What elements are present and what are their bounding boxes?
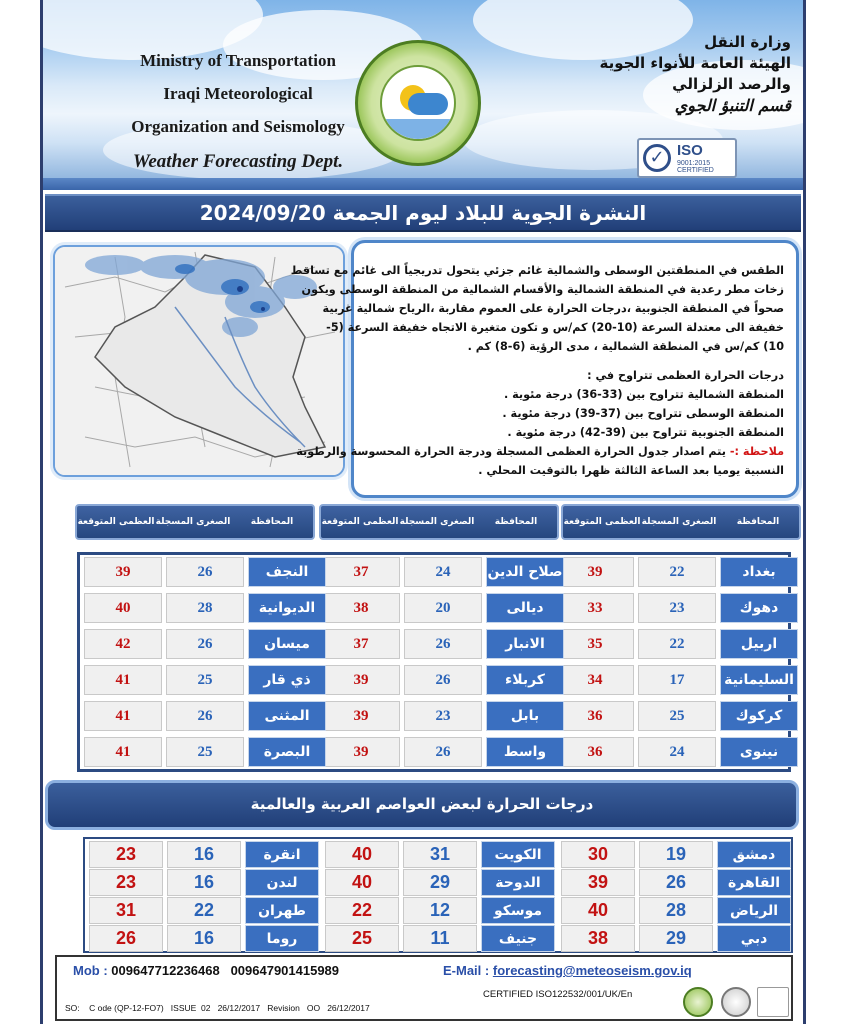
capital-name-cell: دمشق	[717, 841, 791, 868]
capital-max-temp-cell: 40	[325, 841, 399, 868]
forecast-line: الطقس في المنطقتين الوسطى والشمالية غائم جزئي يتحول تدريجياً الى غائم مع تساقط	[290, 264, 784, 277]
bulletin-title: النشرة الجوية للبلاد ليوم الجمعة 2024/09/20	[45, 194, 801, 232]
capital-max-temp-cell: 26	[89, 925, 163, 952]
header-province: المحافظة	[494, 516, 538, 527]
column-header-group-1	[561, 504, 801, 540]
capital-min-temp-cell: 19	[639, 841, 713, 868]
capital-max-temp-cell: 39	[561, 869, 635, 896]
header-min: الصغرى المسجلة	[399, 516, 475, 527]
max-temp-cell: 39	[322, 665, 400, 695]
max-temp-cell: 39	[556, 557, 634, 587]
temps-line: المنطقة الشمالية تتراوح بين (33-36) درجة مئوية .	[503, 388, 784, 401]
logo-emblem	[380, 65, 456, 141]
capital-max-temp-cell: 22	[325, 897, 399, 924]
ar-organization: الهيئة العامة للأنواء الجوية	[599, 54, 791, 72]
temps-line: المنطقة الجنوبية تتراوح بين (39-42) درجة مئوية .	[507, 426, 784, 439]
capital-name-cell: طهران	[245, 897, 319, 924]
province-name-cell: النجف	[248, 557, 326, 587]
en-department: Weather Forecasting Dept.	[132, 151, 344, 172]
capital-name-cell: جنيف	[481, 925, 555, 952]
max-temp-cell: 37	[322, 557, 400, 587]
min-temp-cell: 23	[638, 593, 716, 623]
capitals-title: درجات الحرارة لبعض العواصم العربية والعالمية	[45, 780, 799, 830]
ar-ministry: وزارة النقل	[704, 33, 791, 51]
max-temp-cell: 33	[556, 593, 634, 623]
capital-max-temp-cell: 40	[561, 897, 635, 924]
header-max: العظمى المتوقعة	[563, 516, 641, 527]
min-temp-cell: 17	[638, 665, 716, 695]
min-temp-cell: 28	[166, 593, 244, 623]
footer	[55, 955, 793, 1021]
min-temp-cell: 26	[404, 665, 482, 695]
min-temp-cell: 26	[404, 737, 482, 767]
meteorological-logo-small	[683, 987, 713, 1017]
min-temp-cell: 25	[166, 665, 244, 695]
capital-max-temp-cell: 40	[325, 869, 399, 896]
min-temp-cell: 26	[166, 557, 244, 587]
meteorological-logo	[355, 40, 481, 166]
province-name-cell: صلاح الدين	[486, 557, 564, 587]
note-text: يتم اصدار جدول الحرارة العظمى المسجلة ودرجة الحرارة المحسوسة والرطوبة	[296, 445, 730, 458]
max-temp-cell: 39	[322, 737, 400, 767]
email-contact	[443, 963, 692, 978]
min-temp-cell: 25	[638, 701, 716, 731]
column-header-group-2	[319, 504, 559, 540]
note-line	[296, 442, 784, 461]
capital-min-temp-cell: 29	[639, 925, 713, 952]
capital-name-cell: دبي	[717, 925, 791, 952]
max-temp-cell: 39	[322, 701, 400, 731]
province-name-cell: البصرة	[248, 737, 326, 767]
capital-name-cell: الكويت	[481, 841, 555, 868]
max-temp-cell: 41	[84, 701, 162, 731]
note-label: ملاحظة :-	[729, 445, 784, 458]
min-temp-cell: 24	[404, 557, 482, 587]
document-code: SO: C ode (QP-12-FO7) ISSUE 02 26/12/2017 Revision OO 26/12/2017	[65, 1003, 370, 1013]
organization-stamp-icon	[757, 987, 789, 1017]
email-label: E-Mail :	[443, 963, 490, 978]
header-max: العظمى المتوقعة	[321, 516, 399, 527]
max-temp-cell: 41	[84, 665, 162, 695]
english-header	[93, 44, 383, 179]
capital-name-cell: الدوحة	[481, 869, 555, 896]
header-min: الصغرى المسجلة	[155, 516, 231, 527]
banner-bottom-stripe	[43, 178, 803, 190]
forecast-line: خفيفة الى معتدلة السرعة (10-20) كم/س و تكون متغيرة الاتجاه خفيفة السرعة (5-	[326, 321, 784, 334]
province-name-cell: المثنى	[248, 701, 326, 731]
capital-min-temp-cell: 28	[639, 897, 713, 924]
max-temp-cell: 39	[84, 557, 162, 587]
min-temp-cell: 22	[638, 629, 716, 659]
left-margin	[0, 0, 40, 1024]
min-temp-cell: 26	[404, 629, 482, 659]
header-province: المحافظة	[250, 516, 294, 527]
province-name-cell: ميسان	[248, 629, 326, 659]
capital-name-cell: موسكو	[481, 897, 555, 924]
forecast-line: زخات مطر رعدية في المنطقة الشمالية والأقسام الشمالية من المنطقة الوسطى ويكون	[301, 283, 784, 296]
capital-max-temp-cell: 31	[89, 897, 163, 924]
province-name-cell: دهوك	[720, 593, 798, 623]
capital-name-cell: الرياض	[717, 897, 791, 924]
min-temp-cell: 22	[638, 557, 716, 587]
header-min: الصغرى المسجلة	[641, 516, 717, 527]
satellite-map-icon	[55, 247, 343, 475]
capital-max-temp-cell: 38	[561, 925, 635, 952]
max-temp-cell: 42	[84, 629, 162, 659]
province-name-cell: كربلاء	[486, 665, 564, 695]
mobile-contact	[73, 963, 339, 978]
capitals-temperature-table	[83, 837, 793, 953]
capital-name-cell: روما	[245, 925, 319, 952]
capital-min-temp-cell: 12	[403, 897, 477, 924]
header-banner	[43, 0, 803, 190]
max-temp-cell: 35	[556, 629, 634, 659]
seal-icon	[721, 987, 751, 1017]
capital-name-cell: لندن	[245, 869, 319, 896]
weather-bulletin-page	[40, 0, 806, 1024]
capital-min-temp-cell: 16	[167, 841, 241, 868]
capital-min-temp-cell: 16	[167, 869, 241, 896]
max-temp-cell: 41	[84, 737, 162, 767]
capital-min-temp-cell: 16	[167, 925, 241, 952]
en-organization-2: Organization and Seismology	[131, 117, 345, 136]
province-temperature-table	[77, 552, 794, 772]
forecast-line: صحواً في المنطقة الجنوبية ،درجات الحرارة على العموم مقاربة ،الرياح شمالية غربية	[322, 302, 784, 315]
min-temp-cell: 20	[404, 593, 482, 623]
ar-department: قسم التنبؤ الجوي	[674, 96, 791, 115]
max-temp-cell: 38	[322, 593, 400, 623]
min-temp-cell: 23	[404, 701, 482, 731]
max-temp-cell: 40	[84, 593, 162, 623]
capital-min-temp-cell: 11	[403, 925, 477, 952]
forecast-line: 10) كم/س في المنطقة الشمالية ، مدى الرؤية (6-8) كم .	[467, 340, 784, 353]
capital-name-cell: انقرة	[245, 841, 319, 868]
min-temp-cell: 26	[166, 629, 244, 659]
column-header-group-3	[75, 504, 315, 540]
capital-name-cell: القاهرة	[717, 869, 791, 896]
header-province: المحافظة	[736, 516, 780, 527]
min-temp-cell: 24	[638, 737, 716, 767]
min-temp-cell: 26	[166, 701, 244, 731]
max-temp-cell: 37	[322, 629, 400, 659]
mobile-label: Mob :	[73, 963, 108, 978]
check-icon: ✓	[643, 144, 671, 172]
capital-max-temp-cell: 23	[89, 869, 163, 896]
max-temp-cell: 34	[556, 665, 634, 695]
max-temp-cell: 36	[556, 737, 634, 767]
forecast-text-panel	[290, 240, 799, 498]
cloud-icon	[408, 93, 448, 115]
capital-min-temp-cell: 29	[403, 869, 477, 896]
email-link[interactable]: forecasting@meteoseism.gov.iq	[492, 963, 692, 978]
province-name-cell: الانبار	[486, 629, 564, 659]
temps-line: المنطقة الوسطى تتراوح بين (37-39) درجة مئوية .	[502, 407, 784, 420]
province-name-cell: الديوانية	[248, 593, 326, 623]
province-name-cell: اربيل	[720, 629, 798, 659]
mobile-numbers: 009647712236468 009647901415989	[111, 963, 340, 978]
province-name-cell: السليمانية	[720, 665, 798, 695]
arabic-header	[543, 32, 791, 117]
province-name-cell: واسط	[486, 737, 564, 767]
province-name-cell: ديالى	[486, 593, 564, 623]
capital-min-temp-cell: 31	[403, 841, 477, 868]
capital-max-temp-cell: 25	[325, 925, 399, 952]
province-name-cell: بابل	[486, 701, 564, 731]
province-name-cell: بغداد	[720, 557, 798, 587]
en-ministry: Ministry of Transportation	[140, 51, 336, 70]
min-temp-cell: 25	[166, 737, 244, 767]
capital-max-temp-cell: 23	[89, 841, 163, 868]
capital-max-temp-cell: 30	[561, 841, 635, 868]
certification-text: CERTIFIED ISO122532/001/UK/En	[483, 989, 633, 1000]
ar-organization-2: والرصد الزلزالي	[672, 75, 791, 93]
temps-heading: درجات الحرارة العظمى تتراوح في :	[587, 369, 784, 382]
province-name-cell: كركوك	[720, 701, 798, 731]
capital-min-temp-cell: 22	[167, 897, 241, 924]
iso-certification-icon: ✓ ISO 9001:2015 CERTIFIED	[637, 138, 737, 178]
note-line-2: النسبية يوميا بعد الساعة الثالثة ظهرا بالتوقيت المحلي .	[478, 464, 784, 477]
province-name-cell: ذي قار	[248, 665, 326, 695]
province-name-cell: نينوى	[720, 737, 798, 767]
max-temp-cell: 36	[556, 701, 634, 731]
header-max: العظمى المتوقعة	[77, 516, 155, 527]
en-organization: Iraqi Meteorological	[163, 84, 313, 103]
capital-min-temp-cell: 26	[639, 869, 713, 896]
